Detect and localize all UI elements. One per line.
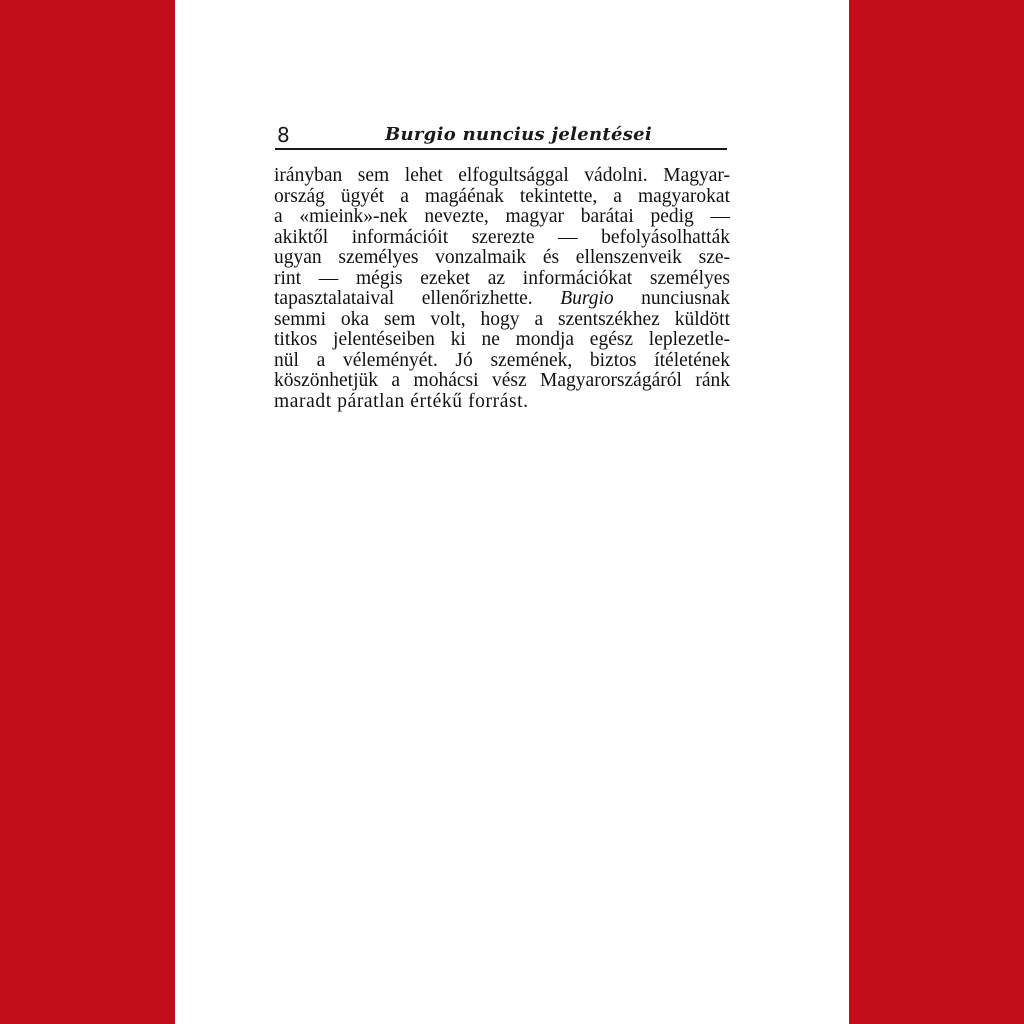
body-paragraph bbox=[274, 166, 730, 412]
text-line: ugyan személyes vonzalmaik és ellenszenveik sze- bbox=[274, 247, 730, 268]
text-line: titkos jelentéseiben ki ne mondja egész leplezetle- bbox=[274, 329, 730, 350]
text-line: irányban sem lehet elfogultsággal vádolni. Magyar- bbox=[274, 165, 730, 186]
running-title: Burgio nuncius jelentései bbox=[385, 124, 653, 145]
text-line bbox=[274, 289, 730, 310]
text-line: semmi oka sem volt, hogy a szentszékhez küldött bbox=[274, 308, 730, 330]
page-number: 8 bbox=[277, 123, 290, 147]
page-header bbox=[275, 120, 727, 150]
text-segment: tapasztalataival ellenőrizhette. bbox=[274, 288, 533, 309]
text-line: maradt páratlan értékű forrást. bbox=[274, 390, 529, 412]
text-line: nül a véleményét. Jó szemének, biztos ítéletének bbox=[274, 349, 730, 371]
text-line: köszönhetjük a mohácsi vész Magyarországáról ránk bbox=[274, 370, 730, 391]
text-line: rint — mégis ezeket az információkat személyes bbox=[274, 267, 730, 289]
text-line: a «mieink»-nek nevezte, magyar barátai pedig — bbox=[274, 206, 730, 227]
text-segment: nunciusnak bbox=[641, 288, 730, 309]
italic-name: Burgio bbox=[560, 288, 614, 309]
book-page bbox=[175, 0, 849, 1024]
text-line: ország ügyét a magáénak tekintette, a magyarokat bbox=[274, 185, 730, 207]
text-line: akiktől információit szerezte — befolyásolhatták bbox=[274, 226, 730, 248]
